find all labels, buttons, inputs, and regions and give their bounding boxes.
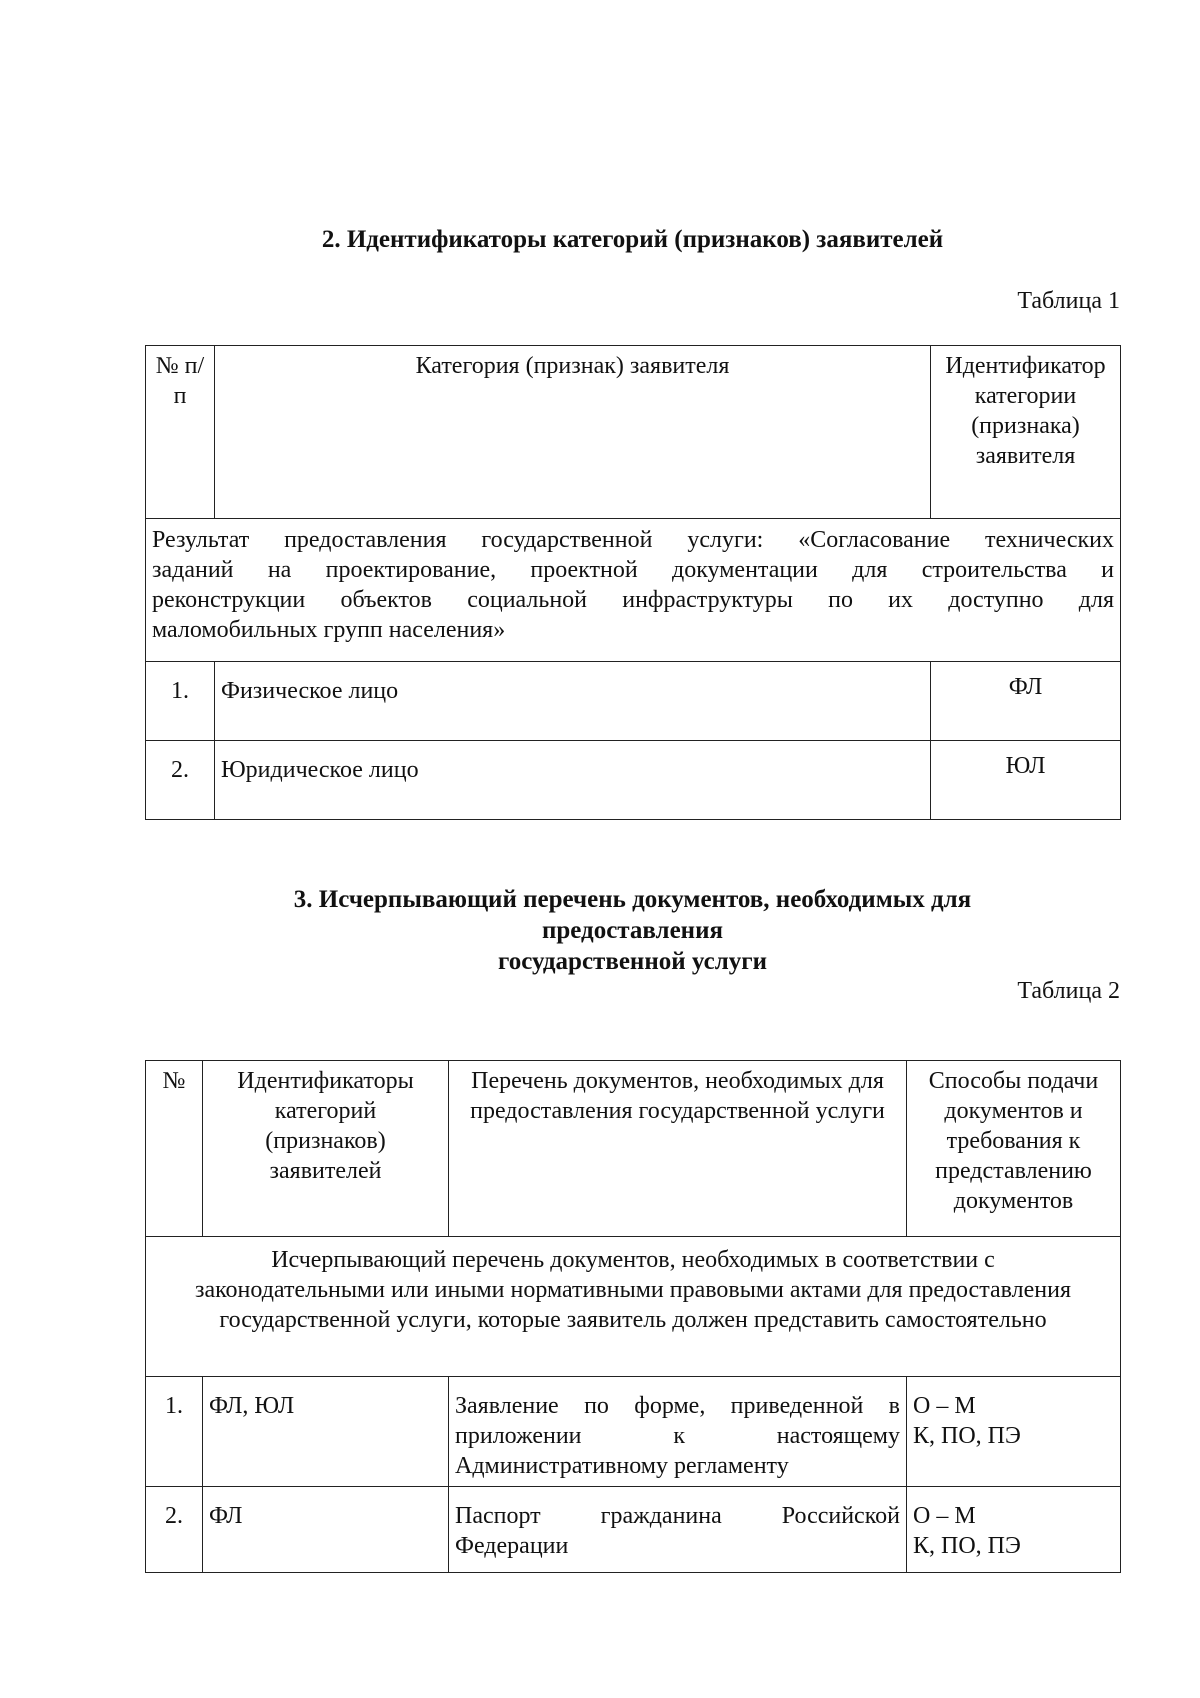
section-3-heading-line-2: предоставления bbox=[541, 917, 724, 944]
doc-line-3: Административному регламенту bbox=[455, 1453, 789, 1479]
row-methods bbox=[907, 1487, 1121, 1573]
table-2-documents bbox=[145, 1060, 1121, 1573]
result-line-2: заданий на проектирование, проектной документации для строительства и bbox=[152, 557, 1114, 583]
header-methods: Способы подачи документов и требования к представлению документов bbox=[907, 1061, 1121, 1237]
row-num: 2. bbox=[146, 1487, 203, 1573]
row-identifier: ЮЛ bbox=[931, 741, 1121, 820]
table-1-applicant-categories bbox=[145, 345, 1121, 820]
header-documents: Перечень документов, необходимых для предоставления государственной услуги bbox=[449, 1061, 907, 1237]
result-text bbox=[146, 519, 1121, 662]
section-3-heading-line-3: государственной услуги bbox=[497, 948, 768, 975]
table-row bbox=[146, 741, 1121, 820]
doc-line-1: Паспорт гражданина Российской bbox=[455, 1503, 900, 1529]
row-documents bbox=[449, 1377, 907, 1487]
header-identifier: Идентификатор категории (признака) заявителя bbox=[931, 346, 1121, 519]
header-num: № п/п bbox=[146, 346, 215, 519]
section-3-heading-line-1: 3. Исчерпывающий перечень документов, необходимых для bbox=[293, 886, 972, 913]
method-line-1: О – М bbox=[913, 1393, 976, 1419]
result-line-3: реконструкции объектов социальной инфраструктуры по их доступно для bbox=[152, 587, 1114, 613]
row-identifiers: ФЛ bbox=[203, 1487, 449, 1573]
row-num: 2. bbox=[146, 741, 215, 820]
row-num: 1. bbox=[146, 1377, 203, 1487]
row-identifier: ФЛ bbox=[931, 662, 1121, 741]
table-2-header-row bbox=[146, 1061, 1121, 1237]
table-1-header-row bbox=[146, 346, 1121, 519]
row-category: Юридическое лицо bbox=[215, 741, 931, 820]
method-line-2: К, ПО, ПЭ bbox=[913, 1533, 1021, 1559]
table-row bbox=[146, 1377, 1121, 1487]
section-3-heading bbox=[145, 884, 1120, 977]
row-identifiers: ФЛ, ЮЛ bbox=[203, 1377, 449, 1487]
table-1-label: Таблица 1 bbox=[1017, 288, 1120, 314]
subheader-row bbox=[146, 1237, 1121, 1377]
header-identifiers: Идентификаторы категорий (признаков) заявителей bbox=[203, 1061, 449, 1237]
doc-line-1: Заявление по форме, приведенной в bbox=[455, 1393, 900, 1419]
table-2-label: Таблица 2 bbox=[1017, 978, 1120, 1004]
result-row bbox=[146, 519, 1121, 662]
row-methods bbox=[907, 1377, 1121, 1487]
method-line-1: О – М bbox=[913, 1503, 976, 1529]
row-documents bbox=[449, 1487, 907, 1573]
subheader-text: Исчерпывающий перечень документов, необходимых в соответствии с законодательными или иными нормативными правовыми актами для предоставления государственной услуги, которые заявитель должен представить самостоятельно bbox=[146, 1237, 1121, 1377]
table-row bbox=[146, 1487, 1121, 1573]
table-row bbox=[146, 662, 1121, 741]
doc-line-2: приложении к настоящему bbox=[455, 1423, 900, 1449]
header-category: Категория (признак) заявителя bbox=[215, 346, 931, 519]
row-category: Физическое лицо bbox=[215, 662, 931, 741]
doc-line-2: Федерации bbox=[455, 1533, 569, 1559]
method-line-2: К, ПО, ПЭ bbox=[913, 1423, 1021, 1449]
section-2-heading: 2. Идентификаторы категорий (признаков) заявителей bbox=[321, 226, 944, 253]
row-num: 1. bbox=[146, 662, 215, 741]
result-line-4: маломобильных групп населения» bbox=[152, 617, 506, 643]
header-num: № bbox=[146, 1061, 203, 1237]
result-line-1: Результат предоставления государственной услуги: «Согласование технических bbox=[152, 527, 1114, 553]
